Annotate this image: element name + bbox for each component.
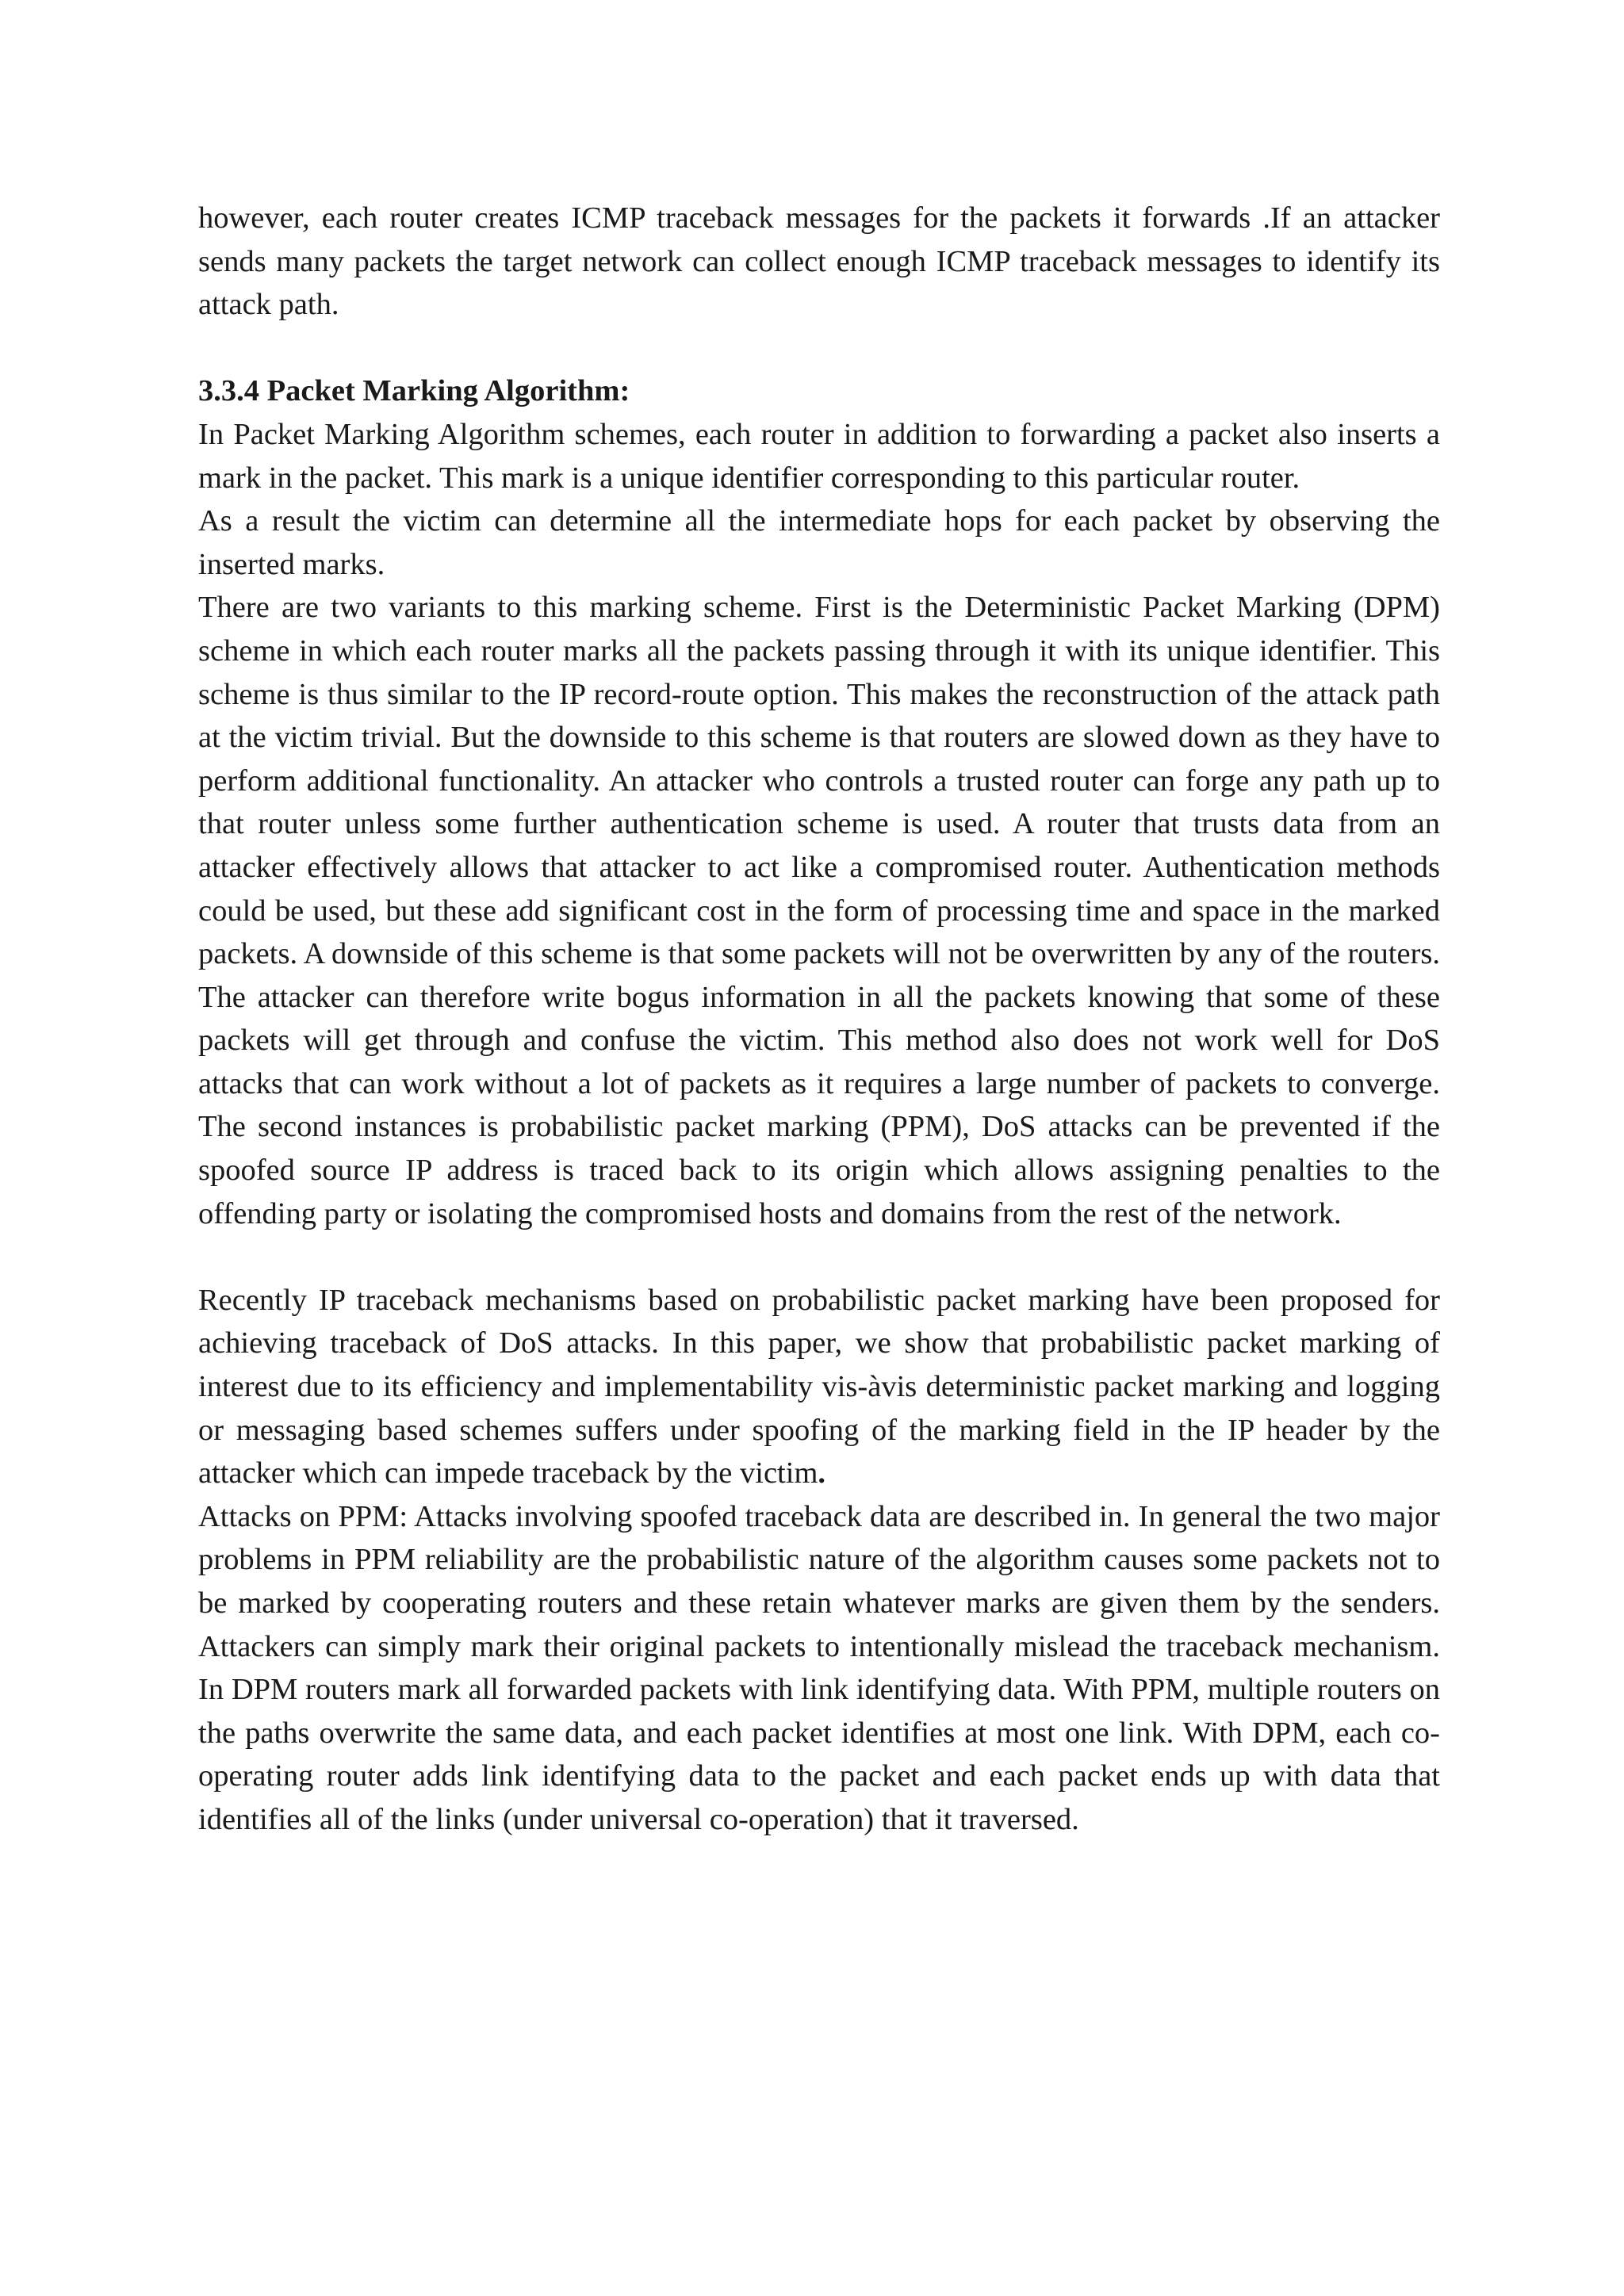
- pma-paragraph-1: In Packet Marking Algorithm schemes, each router in addition to forwarding a packet also inserts a mark in the packet. This mark is a unique identifier corresponding to this particular router.: [198, 417, 1440, 495]
- paragraph-gap: [198, 327, 1440, 370]
- pma-paragraph-3: There are two variants to this marking scheme. First is the Deterministic Packet Marking (DPM) scheme in which each router marks all the packets passing through it with its unique identifier. This scheme is thus similar to the IP record-route option. This makes the reconstruction of the attack path at the victim trivial. But the downside to this scheme is that routers are slowed down as they have to perform additional functionality. An attacker who controls a trusted router can forge any path up to that router unless some further authentication scheme is used. A router that trusts data from an attacker effectively allows that attacker to act like a compromised router. Authentication methods could be used, but these add significant cost in the form of processing time and space in the marked packets. A downside of this scheme is that some packets will not be overwritten by any of the routers. The attacker can therefore write bogus information in all the packets knowing that some of these packets will get through and confuse the victim. This method also does not work well for DoS attacks that can work without a lot of packets as it requires a large number of packets to converge. The second instances is probabilistic packet marking (PPM), DoS attacks can be prevented if the spoofed source IP address is traced back to its origin which allows assigning penalties to the offending party or isolating the compromised hosts and domains from the rest of the network.: [198, 591, 1440, 1230]
- paragraph-gap: [198, 1235, 1440, 1279]
- ppm-paragraph-2: Attacks on PPM: Attacks involving spoofed traceback data are described in. In general the two major problems in PPM reliability are the probabilistic nature of the algorithm causes some packets not to be marked by cooperating routers and these retain whatever marks are given them by the senders. Attackers can simply mark their original packets to intentionally mislead the traceback mechanism. In DPM routers mark all forwarded packets with link identifying data. With PPM, multiple routers on the paths overwrite the same data, and each packet identifies at most one link. With DPM, each co-operating router adds link identifying data to the packet and each packet ends up with data that identifies all of the links (under universal co-operation) that it traversed.: [198, 1499, 1440, 1836]
- section-heading: 3.3.4 Packet Marking Algorithm:: [198, 374, 630, 408]
- ppm-paragraph-1-period: .: [818, 1456, 826, 1490]
- document-page: [198, 197, 1440, 1842]
- ppm-paragraph-1-text: Recently IP traceback mechanisms based on probabilistic packet marking have been proposed for achieving traceback of DoS attacks. In this paper, we show that probabilistic packet marking of interest due to its efficiency and implementability vis-àvis deterministic packet marking and logging or messaging based schemes suffers under spoofing of the marking field in the IP header by the attacker which can impede traceback by the victim: [198, 1283, 1440, 1490]
- ppm-paragraph-1: [198, 1279, 1440, 1495]
- intro-paragraph: however, each router creates ICMP traceback messages for the packets it forwards .If an attacker sends many packets the target network can collect enough ICMP traceback messages to identify its attack path.: [198, 201, 1440, 322]
- pma-paragraph-2: As a result the victim can determine all the intermediate hops for each packet by observing the inserted marks.: [198, 504, 1440, 581]
